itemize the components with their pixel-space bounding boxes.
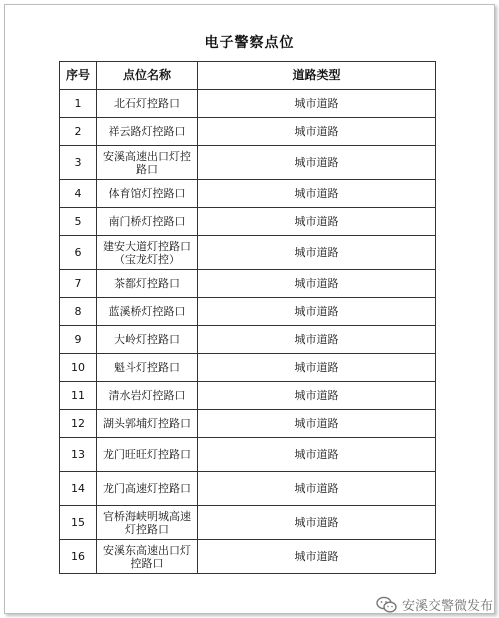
cell-index: 9: [60, 326, 97, 354]
cell-type: 城市道路: [198, 118, 436, 146]
cell-index: 1: [60, 90, 97, 118]
header-index: 序号: [60, 62, 97, 90]
table-row: [60, 438, 436, 472]
cell-name: 南门桥灯控路口: [97, 208, 198, 236]
wechat-icon: [376, 596, 398, 614]
cell-index: 5: [60, 208, 97, 236]
cell-name: 安溪高速出口灯控路口: [97, 146, 198, 180]
table-row: [60, 208, 436, 236]
cell-type: 城市道路: [198, 438, 436, 472]
cell-type: 城市道路: [198, 90, 436, 118]
table-row: [60, 354, 436, 382]
table-row: [60, 410, 436, 438]
header-name: 点位名称: [97, 62, 198, 90]
cell-index: 2: [60, 118, 97, 146]
cell-index: 16: [60, 540, 97, 574]
table-row: [60, 146, 436, 180]
table-row: [60, 298, 436, 326]
camera-points-table: [59, 61, 436, 574]
cell-index: 8: [60, 298, 97, 326]
table-row: [60, 472, 436, 506]
cell-type: 城市道路: [198, 540, 436, 574]
cell-type: 城市道路: [198, 146, 436, 180]
table-row: [60, 382, 436, 410]
cell-name: 湖头郭埔灯控路口: [97, 410, 198, 438]
cell-type: 城市道路: [198, 410, 436, 438]
cell-type: 城市道路: [198, 382, 436, 410]
table-row: [60, 506, 436, 540]
table-header-row: [60, 62, 436, 90]
cell-name: 体育馆灯控路口: [97, 180, 198, 208]
table-row: [60, 118, 436, 146]
cell-name: 魁斗灯控路口: [97, 354, 198, 382]
cell-name: 蓝溪桥灯控路口: [97, 298, 198, 326]
cell-type: 城市道路: [198, 354, 436, 382]
cell-index: 6: [60, 236, 97, 270]
table-row: [60, 326, 436, 354]
cell-name: 茶都灯控路口: [97, 270, 198, 298]
cell-name: 清水岩灯控路口: [97, 382, 198, 410]
cell-name: 安溪东高速出口灯控路口: [97, 540, 198, 574]
cell-type: 城市道路: [198, 270, 436, 298]
cell-index: 14: [60, 472, 97, 506]
cell-index: 12: [60, 410, 97, 438]
cell-name: 龙门高速灯控路口: [97, 472, 198, 506]
cell-index: 10: [60, 354, 97, 382]
cell-type: 城市道路: [198, 180, 436, 208]
table-row: [60, 270, 436, 298]
cell-index: 4: [60, 180, 97, 208]
cell-type: 城市道路: [198, 298, 436, 326]
cell-index: 11: [60, 382, 97, 410]
cell-index: 15: [60, 506, 97, 540]
cell-name: 官桥海峡明城高速灯控路口: [97, 506, 198, 540]
cell-type: 城市道路: [198, 506, 436, 540]
cell-type: 城市道路: [198, 472, 436, 506]
table-row: [60, 540, 436, 574]
table-row: [60, 236, 436, 270]
cell-name: 大岭灯控路口: [97, 326, 198, 354]
watermark: [376, 595, 493, 614]
cell-type: 城市道路: [198, 326, 436, 354]
cell-name: 龙门旺旺灯控路口: [97, 438, 198, 472]
header-type: 道路类型: [198, 62, 436, 90]
cell-type: 城市道路: [198, 208, 436, 236]
cell-name: 建安大道灯控路口（宝龙灯控）: [97, 236, 198, 270]
watermark-text: 安溪交警微发布: [401, 599, 493, 614]
cell-name: 北石灯控路口: [97, 90, 198, 118]
cell-type: 城市道路: [198, 236, 436, 270]
cell-name: 祥云路灯控路口: [97, 118, 198, 146]
table-row: [60, 180, 436, 208]
page-title: 电子警察点位: [204, 35, 295, 51]
cell-index: 3: [60, 146, 97, 180]
table-row: [60, 90, 436, 118]
cell-index: 7: [60, 270, 97, 298]
cell-index: 13: [60, 438, 97, 472]
